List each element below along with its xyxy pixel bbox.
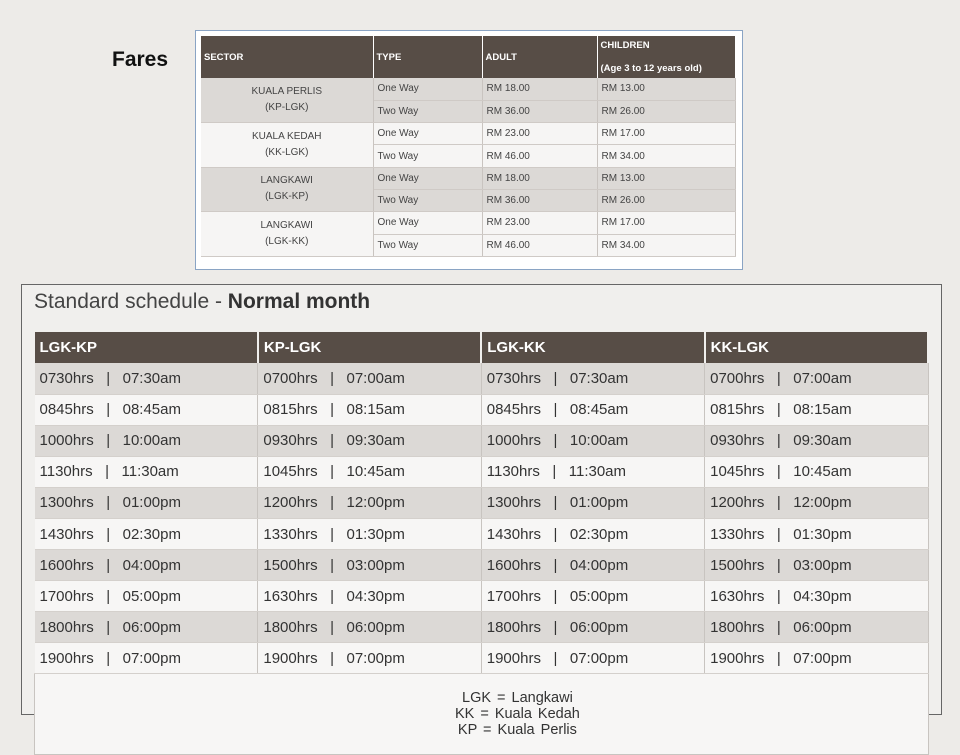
column-header: KK-LGK bbox=[705, 332, 928, 363]
fare-type: Two Way bbox=[373, 100, 482, 122]
schedule-row bbox=[35, 363, 929, 394]
schedule-title bbox=[34, 290, 370, 314]
header-children-note: (Age 3 to 12 years old) bbox=[600, 63, 702, 74]
schedule-row bbox=[35, 456, 929, 487]
fares-heading: Fares bbox=[112, 48, 169, 71]
schedule-cell: 0730hrs | 07:30am bbox=[481, 363, 704, 394]
schedule-table-wrap bbox=[34, 332, 929, 755]
fare-adult: RM 46.00 bbox=[482, 145, 597, 167]
schedule-cell: 1300hrs | 01:00pm bbox=[481, 487, 704, 518]
schedule-row bbox=[35, 487, 929, 518]
sector-code: (LGK-KK) bbox=[265, 236, 309, 248]
fare-type: Two Way bbox=[373, 145, 482, 167]
sector-name: LANGKAWI bbox=[260, 220, 313, 232]
fare-type: Two Way bbox=[373, 189, 482, 211]
schedule-cell: 1600hrs | 04:00pm bbox=[481, 550, 704, 581]
schedule-cell: 1430hrs | 02:30pm bbox=[481, 518, 704, 549]
schedule-cell: 1900hrs | 07:00pm bbox=[258, 643, 481, 674]
schedule-title-prefix: Standard schedule - bbox=[34, 290, 228, 313]
schedule-cell: 1330hrs | 01:30pm bbox=[258, 518, 481, 549]
schedule-cell: 1800hrs | 06:00pm bbox=[35, 612, 258, 643]
fare-type: One Way bbox=[373, 123, 482, 145]
schedule-row bbox=[35, 518, 929, 549]
schedule-row bbox=[35, 394, 929, 425]
legend-cell bbox=[35, 674, 929, 755]
fare-row bbox=[201, 123, 736, 145]
fare-type: Two Way bbox=[373, 234, 482, 256]
schedule-title-bold: Normal month bbox=[227, 290, 371, 313]
fare-child: RM 34.00 bbox=[597, 234, 736, 256]
fare-adult: RM 46.00 bbox=[482, 234, 597, 256]
schedule-cell: 0730hrs | 07:30am bbox=[35, 363, 258, 394]
fares-table-panel bbox=[195, 30, 743, 270]
sector-name: LANGKAWI bbox=[260, 175, 313, 187]
legend-item: KK = Kuala Kedah bbox=[454, 706, 580, 723]
fare-child: RM 26.00 bbox=[597, 189, 736, 211]
legend-item: KP = Kuala Perlis bbox=[457, 722, 577, 739]
schedule-cell: 1130hrs | 11:30am bbox=[481, 456, 704, 487]
schedule-cell: 1200hrs | 12:00pm bbox=[258, 487, 481, 518]
fare-type: One Way bbox=[373, 212, 482, 234]
schedule-cell: 1500hrs | 03:00pm bbox=[705, 550, 928, 581]
schedule-cell: 1130hrs | 11:30am bbox=[35, 456, 258, 487]
fares-table bbox=[201, 36, 736, 257]
legend-row bbox=[35, 674, 929, 755]
header-sector: SECTOR bbox=[201, 36, 373, 78]
schedule-cell: 1045hrs | 10:45am bbox=[705, 456, 928, 487]
schedule-cell: 1600hrs | 04:00pm bbox=[35, 550, 258, 581]
column-header: KP-LGK bbox=[258, 332, 481, 363]
schedule-cell: 1800hrs | 06:00pm bbox=[258, 612, 481, 643]
sector-name: KUALA KEDAH bbox=[252, 130, 322, 142]
schedule-panel bbox=[21, 284, 942, 739]
fare-type: One Way bbox=[373, 78, 482, 100]
fare-adult: RM 23.00 bbox=[482, 212, 597, 234]
legend-item: LGK = Langkawi bbox=[462, 690, 573, 707]
header-children bbox=[597, 36, 736, 78]
sector-code: (LGK-KP) bbox=[265, 191, 309, 203]
sector-cell bbox=[201, 167, 373, 212]
fare-child: RM 17.00 bbox=[597, 123, 736, 145]
schedule-cell: 1300hrs | 01:00pm bbox=[35, 487, 258, 518]
sector-code: (KP-LGK) bbox=[265, 102, 309, 114]
sector-cell bbox=[201, 212, 373, 257]
fares-header-row bbox=[201, 36, 736, 78]
schedule-cell: 1800hrs | 06:00pm bbox=[481, 612, 704, 643]
schedule-cell: 1800hrs | 06:00pm bbox=[705, 612, 928, 643]
schedule-cell: 1630hrs | 04:30pm bbox=[705, 581, 928, 612]
schedule-row bbox=[35, 550, 929, 581]
schedule-table bbox=[34, 332, 929, 755]
fare-child: RM 17.00 bbox=[597, 212, 736, 234]
fare-child: RM 13.00 bbox=[597, 167, 736, 189]
schedule-row bbox=[35, 425, 929, 456]
schedule-cell: 1200hrs | 12:00pm bbox=[705, 487, 928, 518]
schedule-body bbox=[35, 363, 929, 674]
fare-child: RM 26.00 bbox=[597, 100, 736, 122]
schedule-cell: 1430hrs | 02:30pm bbox=[35, 518, 258, 549]
fare-type: One Way bbox=[373, 167, 482, 189]
schedule-cell: 1500hrs | 03:00pm bbox=[258, 550, 481, 581]
fare-child: RM 34.00 bbox=[597, 145, 736, 167]
sector-name: KUALA PERLIS bbox=[251, 86, 323, 98]
schedule-cell: 0930hrs | 09:30am bbox=[258, 425, 481, 456]
fare-row bbox=[201, 167, 736, 189]
schedule-cell: 1330hrs | 01:30pm bbox=[705, 518, 928, 549]
schedule-header-row bbox=[35, 332, 929, 363]
schedule-cell: 1630hrs | 04:30pm bbox=[258, 581, 481, 612]
fare-row bbox=[201, 212, 736, 234]
sector-cell bbox=[201, 123, 373, 168]
fare-adult: RM 36.00 bbox=[482, 100, 597, 122]
schedule-row bbox=[35, 581, 929, 612]
schedule-cell: 0930hrs | 09:30am bbox=[705, 425, 928, 456]
schedule-cell: 1900hrs | 07:00pm bbox=[481, 643, 704, 674]
schedule-cell: 1000hrs | 10:00am bbox=[481, 425, 704, 456]
header-children-label: CHILDREN bbox=[600, 40, 650, 51]
schedule-cell: 1000hrs | 10:00am bbox=[35, 425, 258, 456]
fare-adult: RM 18.00 bbox=[482, 78, 597, 100]
column-header: LGK-KP bbox=[35, 332, 258, 363]
schedule-row bbox=[35, 612, 929, 643]
header-adult: ADULT bbox=[482, 36, 597, 78]
schedule-cell: 0815hrs | 08:15am bbox=[258, 394, 481, 425]
schedule-cell: 1700hrs | 05:00pm bbox=[481, 581, 704, 612]
fare-adult: RM 36.00 bbox=[482, 189, 597, 211]
schedule-cell: 0845hrs | 08:45am bbox=[481, 394, 704, 425]
schedule-cell: 0700hrs | 07:00am bbox=[705, 363, 928, 394]
schedule-cell: 1700hrs | 05:00pm bbox=[35, 581, 258, 612]
fare-child: RM 13.00 bbox=[597, 78, 736, 100]
schedule-cell: 0815hrs | 08:15am bbox=[705, 394, 928, 425]
schedule-row bbox=[35, 643, 929, 674]
schedule-cell: 1900hrs | 07:00pm bbox=[705, 643, 928, 674]
column-header: LGK-KK bbox=[481, 332, 704, 363]
fare-adult: RM 23.00 bbox=[482, 123, 597, 145]
schedule-cell: 0700hrs | 07:00am bbox=[258, 363, 481, 394]
schedule-cell: 1900hrs | 07:00pm bbox=[35, 643, 258, 674]
schedule-cell: 0845hrs | 08:45am bbox=[35, 394, 258, 425]
fare-adult: RM 18.00 bbox=[482, 167, 597, 189]
schedule-cell: 1045hrs | 10:45am bbox=[258, 456, 481, 487]
sector-code: (KK-LGK) bbox=[265, 146, 309, 158]
header-type: TYPE bbox=[373, 36, 482, 78]
sector-cell bbox=[201, 78, 373, 123]
fare-row bbox=[201, 78, 736, 100]
